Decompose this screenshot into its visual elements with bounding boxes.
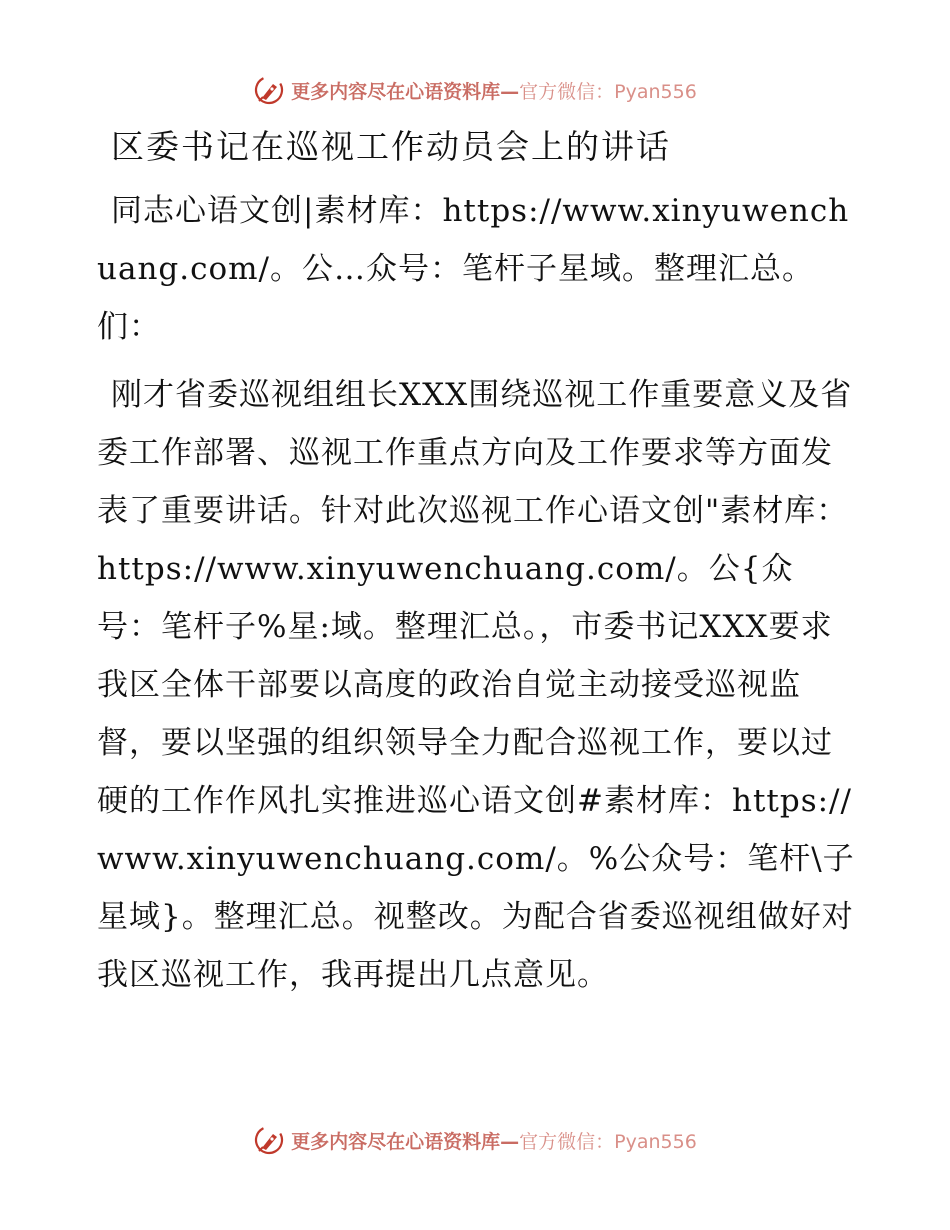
paragraph: 同志心语文创|素材库：https://www.xinyuwenchuang.com/。公…众号：笔杆子星域。整理汇总。们： <box>97 193 850 345</box>
banner-text: 更多内容尽在心语资料库—官方微信：Pyan556 <box>291 80 697 103</box>
footer-banner <box>0 1120 950 1160</box>
paragraph: 刚才省委巡视组组长XXX围绕巡视工作重要意义及省委工作部署、巡视工作重点方向及工作要求等方面发表了重要讲话。针对此次巡视工作心语文创"素材库：https://www.xinyuwenchuang.com/。公{众号：笔杆子%星:域。整理汇总。，市委书记XXX要求我区全体干部要以高度的政治自觉主动接受巡视监督，要以坚强的组织领导全力配合巡视工作，要以过硬的工作作风扎实推进巡心语文创#素材库：https://www.xinyuwenchuang.com/。%公众号：笔杆\子星域}。整理汇总。视整改。为配合省委巡视组做好对我区巡视工作，我再提出几点意见。 <box>97 377 855 993</box>
document-title: 区委书记在巡视工作动员会上的讲话 <box>111 127 671 166</box>
document-body <box>97 118 857 1014</box>
pen-nib-logo-icon <box>253 74 285 106</box>
banner-text: 更多内容尽在心语资料库—官方微信：Pyan556 <box>291 1130 697 1153</box>
header-banner <box>0 70 950 110</box>
pen-nib-logo-icon <box>253 1124 285 1156</box>
